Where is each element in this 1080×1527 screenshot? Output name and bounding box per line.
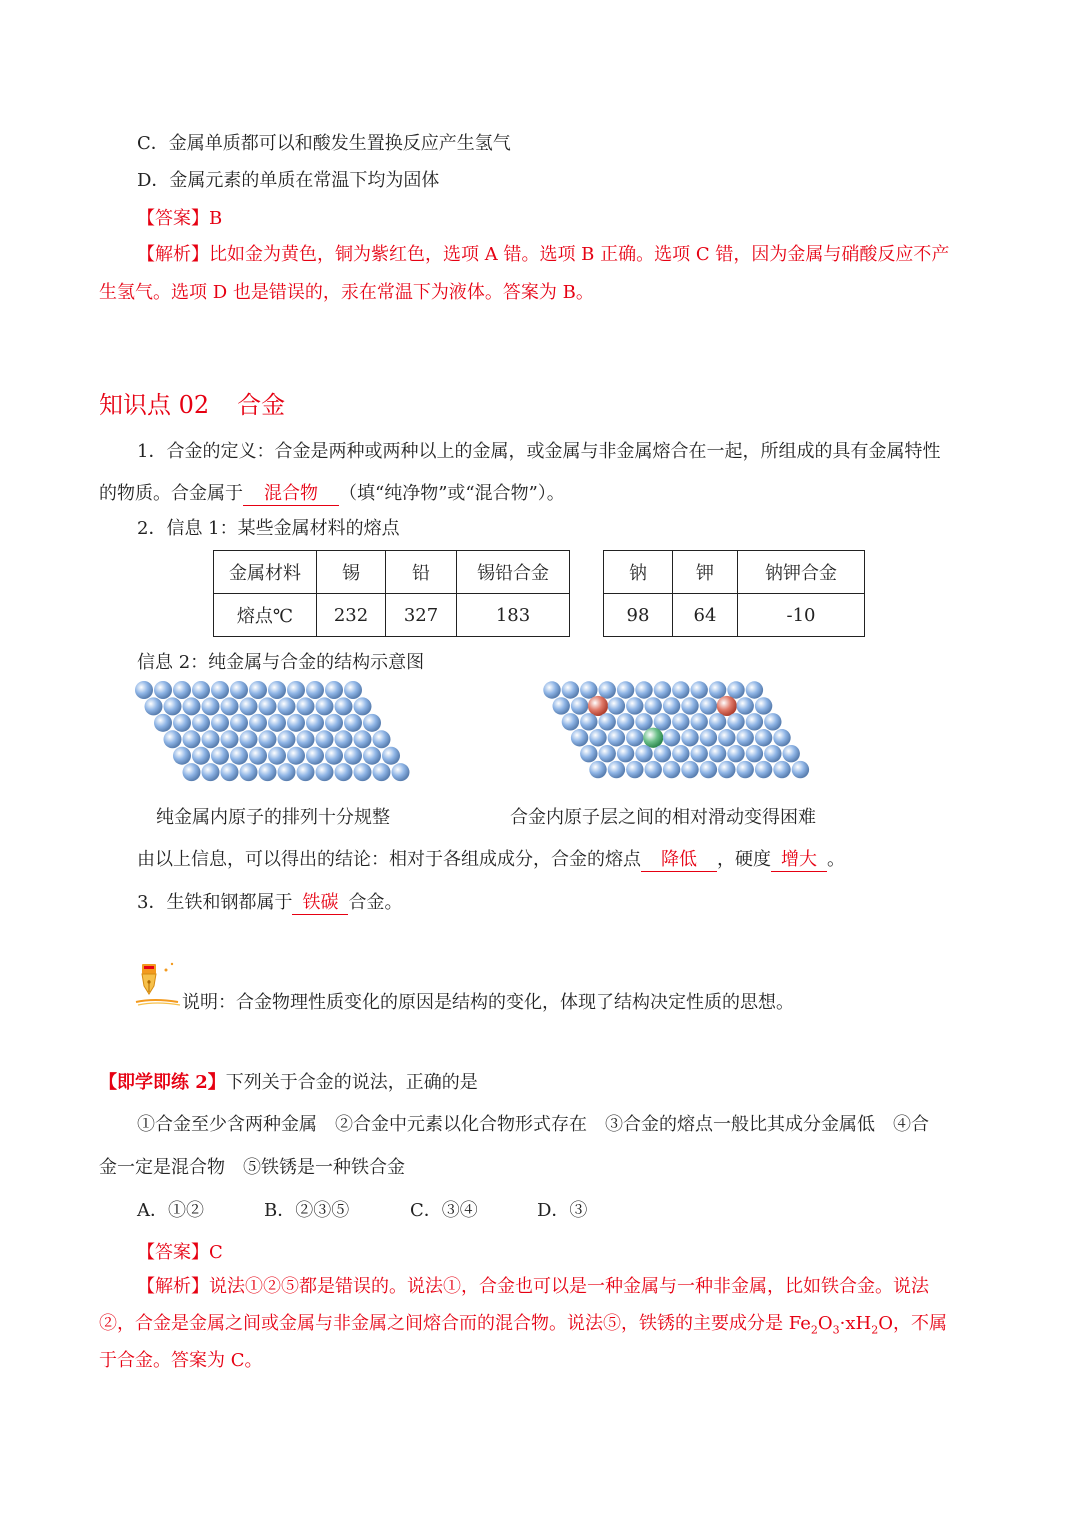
caption-pure-metal: 纯金属内原子的排列十分规整 xyxy=(156,807,390,828)
metal-atom xyxy=(249,747,267,765)
metal-atom xyxy=(746,681,763,698)
conclusion-end: 。 xyxy=(827,849,845,870)
metal-atom xyxy=(783,745,800,762)
metal-atom xyxy=(746,745,763,762)
analysis-text: 说法①②⑤都是错误的。说法①，合金也可以是一种金属与一种非金属，比如铁合金。说法 xyxy=(209,1276,929,1297)
table-cell: 64 xyxy=(673,594,738,637)
metal-atom xyxy=(663,697,680,714)
table-header-cell: 金属材料 xyxy=(214,551,317,594)
metal-atom xyxy=(221,697,239,715)
metal-atom xyxy=(230,747,248,765)
metal-atom xyxy=(325,714,343,732)
metal-atom xyxy=(154,714,172,732)
metal-atom xyxy=(335,763,353,781)
metal-atom xyxy=(202,697,220,715)
metal-atom xyxy=(259,763,277,781)
formula-part: ·xH xyxy=(839,1313,872,1334)
metal-atom xyxy=(755,697,772,714)
metal-atom xyxy=(382,747,400,765)
metal-atom xyxy=(691,681,708,698)
exercise2-analysis-line2 xyxy=(99,1309,947,1337)
metal-atom xyxy=(268,681,286,699)
metal-atom xyxy=(278,697,296,715)
metal-atom xyxy=(764,713,781,730)
metal-atom xyxy=(306,681,324,699)
option-c: C．金属单质都可以和酸发生置换反应产生氢气 xyxy=(137,133,511,154)
metal-atom xyxy=(709,681,726,698)
table-cell: 327 xyxy=(386,594,457,637)
metal-atom xyxy=(608,761,625,778)
metal-atom xyxy=(709,745,726,762)
metal-atom xyxy=(202,763,220,781)
metal-atom xyxy=(654,745,671,762)
metal-atom xyxy=(562,713,579,730)
metal-atom xyxy=(363,747,381,765)
metal-atom xyxy=(617,713,634,730)
metal-atom xyxy=(700,697,717,714)
metal-atom xyxy=(727,713,744,730)
metal-atom xyxy=(373,763,391,781)
metal-atom xyxy=(287,714,305,732)
pen-nib-icon xyxy=(134,960,184,1008)
analysis-text: ②，合金是金属之间或金属与非金属之间熔合而的混合物。说法⑤，铁锈的主要成分是 Fe xyxy=(99,1313,811,1334)
analysis-tag: 【解析】 xyxy=(137,1276,209,1297)
pure-metal-structure-diagram xyxy=(130,678,430,793)
metal-atom xyxy=(672,713,689,730)
table-cell: -10 xyxy=(738,594,865,637)
metal-atom xyxy=(259,730,277,748)
item1-line1: 1．合金的定义：合金是两种或两种以上的金属，或金属与非金属熔合在一起，所组成的具有金属特性 xyxy=(137,441,941,462)
metal-atom xyxy=(316,697,334,715)
metal-atom xyxy=(608,729,625,746)
section-heading xyxy=(99,385,285,420)
metal-atom xyxy=(792,761,809,778)
metal-atom xyxy=(773,729,790,746)
metal-atom xyxy=(599,713,616,730)
metal-atom xyxy=(211,747,229,765)
metal-atom xyxy=(571,729,588,746)
metal-atom xyxy=(306,714,324,732)
metal-atom xyxy=(635,681,652,698)
exercise2-statements-line2: 金一定是混合物 ⑤铁锈是一种铁合金 xyxy=(99,1157,405,1178)
metal-atom xyxy=(259,697,277,715)
answer-tag: 【答案】 xyxy=(137,1242,209,1263)
metal-atom xyxy=(764,745,781,762)
metal-atom xyxy=(249,714,267,732)
info2-label: 信息 2：纯金属与合金的结构示意图 xyxy=(137,652,425,673)
metal-atom xyxy=(297,730,315,748)
metal-atom xyxy=(211,714,229,732)
metal-atom xyxy=(221,730,239,748)
metal-atom xyxy=(727,681,744,698)
item3-text: 3．生铁和钢都属于 xyxy=(137,892,293,913)
exercise2-question xyxy=(99,1068,478,1094)
metal-atom xyxy=(249,681,267,699)
table-cell: 98 xyxy=(604,594,673,637)
section-title: 知识点 02 xyxy=(99,391,210,419)
metal-atom xyxy=(316,763,334,781)
metal-atom xyxy=(202,730,220,748)
metal-atom xyxy=(681,761,698,778)
metal-atom xyxy=(543,681,560,698)
metal-atom xyxy=(278,763,296,781)
metal-atom xyxy=(164,697,182,715)
metal-atom xyxy=(562,681,579,698)
table-header-cell: 钠 xyxy=(604,551,673,594)
metal-atom xyxy=(268,747,286,765)
item1-text: 的物质。合金属于 xyxy=(99,483,243,504)
alloy-atom xyxy=(717,696,737,716)
exercise2-tag: 【即学即练 2】 xyxy=(99,1072,226,1093)
table-header-row xyxy=(214,551,865,594)
item3 xyxy=(137,888,402,915)
table-row xyxy=(214,594,865,637)
metal-atom xyxy=(192,714,210,732)
conclusion xyxy=(137,845,845,872)
metal-atom xyxy=(268,714,286,732)
table-header-cell: 钾 xyxy=(673,551,738,594)
metal-atom xyxy=(278,730,296,748)
formula-subscript: 2 xyxy=(871,1323,879,1337)
exercise2-statements-line1: ①合金至少含两种金属 ②合金中元素以化合物形式存在 ③合金的熔点一般比其成分金属低 ④合 xyxy=(137,1114,929,1135)
metal-atom xyxy=(580,681,597,698)
metal-atom xyxy=(173,747,191,765)
item3-end: 合金。 xyxy=(348,892,403,913)
exercise2-option-a: A．①② xyxy=(137,1200,204,1221)
metal-atom xyxy=(135,681,153,699)
metal-atom xyxy=(344,747,362,765)
table-cell: 232 xyxy=(317,594,386,637)
table-row-label: 熔点℃ xyxy=(214,594,317,637)
metal-atom xyxy=(654,681,671,698)
q1-answer xyxy=(137,204,222,230)
answer-value: B xyxy=(209,208,223,229)
exercise2-answer xyxy=(137,1238,223,1264)
metal-atom xyxy=(571,697,588,714)
metal-atom xyxy=(164,730,182,748)
q1-analysis-line2: 生氢气。选项 D 也是错误的，汞在常温下为液体。答案为 B。 xyxy=(99,282,594,303)
blank-iron-carbon: 铁碳 xyxy=(292,892,348,915)
metal-atom xyxy=(709,713,726,730)
analysis-tag: 【解析】 xyxy=(137,244,209,265)
metal-atom xyxy=(344,681,362,699)
table-header-cell: 锡 xyxy=(317,551,386,594)
blank-hardness: 增大 xyxy=(771,849,827,872)
metal-atom xyxy=(154,681,172,699)
exercise2-analysis-line3: 于合金。答案为 C。 xyxy=(99,1350,263,1371)
metal-atom xyxy=(645,761,662,778)
metal-atom xyxy=(553,697,570,714)
table-gap xyxy=(570,551,604,594)
conclusion-mid: ，硬度 xyxy=(717,849,771,870)
metal-atom xyxy=(354,697,372,715)
metal-atom xyxy=(297,697,315,715)
metal-atom xyxy=(599,745,616,762)
metal-atom xyxy=(306,747,324,765)
formula-part: O，不属 xyxy=(878,1313,947,1334)
formula-subscript: 2 xyxy=(810,1323,818,1337)
metal-atom xyxy=(718,729,735,746)
metal-atom xyxy=(354,763,372,781)
alloy-atom xyxy=(643,728,663,748)
metal-atom xyxy=(608,697,625,714)
metal-atom xyxy=(580,713,597,730)
metal-atom xyxy=(681,697,698,714)
answer-value: C xyxy=(209,1242,223,1263)
metal-atom xyxy=(672,745,689,762)
table-gap xyxy=(570,594,604,637)
metal-atom xyxy=(645,697,662,714)
info1-label: 2．信息 1：某些金属材料的熔点 xyxy=(137,518,400,539)
metal-atom xyxy=(626,729,643,746)
metal-atom xyxy=(681,729,698,746)
metal-atom xyxy=(755,761,772,778)
metal-atom xyxy=(727,745,744,762)
metal-atom xyxy=(663,729,680,746)
metal-atom xyxy=(316,730,334,748)
metal-atom xyxy=(737,697,754,714)
metal-atom xyxy=(287,747,305,765)
alloy-structure-diagram xyxy=(538,678,828,793)
metal-atom xyxy=(230,714,248,732)
metal-atom xyxy=(755,729,772,746)
blank-melting-point: 降低 xyxy=(641,849,717,872)
metal-atom xyxy=(354,730,372,748)
table-cell: 183 xyxy=(457,594,570,637)
metal-atom xyxy=(192,747,210,765)
metal-atom xyxy=(635,745,652,762)
metal-atom xyxy=(230,681,248,699)
metal-atom xyxy=(589,761,606,778)
metal-atom xyxy=(325,747,343,765)
exercise2-analysis-line1 xyxy=(137,1272,929,1298)
metal-atom xyxy=(240,763,258,781)
exercise2-option-d: D．③ xyxy=(537,1200,588,1221)
formula-part: O xyxy=(817,1313,833,1334)
metal-atom xyxy=(663,761,680,778)
metal-atom xyxy=(580,745,597,762)
blank-mixture: 混合物 xyxy=(243,483,339,506)
exercise2-option-c: C．③④ xyxy=(410,1200,478,1221)
table-header-cell: 钠钾合金 xyxy=(738,551,865,594)
metal-atom xyxy=(617,745,634,762)
answer-tag: 【答案】 xyxy=(137,208,209,229)
metal-atom xyxy=(718,761,735,778)
q1-analysis-line1 xyxy=(137,240,949,266)
section-subtitle: 合金 xyxy=(237,391,286,419)
metal-atom xyxy=(221,763,239,781)
note-text: 说明：合金物理性质变化的原因是结构的变化，体现了结构决定性质的思想。 xyxy=(182,992,794,1013)
metal-atom xyxy=(325,681,343,699)
metal-atom xyxy=(211,681,229,699)
metal-atom xyxy=(192,681,210,699)
metal-atom xyxy=(145,697,163,715)
exercise2-text: 下列关于合金的说法，正确的是 xyxy=(225,1072,478,1093)
melting-point-table xyxy=(213,550,865,637)
conclusion-text: 由以上信息，可以得出的结论：相对于各组成成分，合金的熔点 xyxy=(137,849,641,870)
metal-atom xyxy=(599,681,616,698)
item1-hint: （填“纯净物”或“混合物”）。 xyxy=(339,483,565,504)
metal-atom xyxy=(335,730,353,748)
metal-atom xyxy=(297,763,315,781)
metal-atom xyxy=(626,761,643,778)
metal-atom xyxy=(635,713,652,730)
metal-atom xyxy=(617,681,634,698)
metal-atom xyxy=(240,697,258,715)
metal-atom xyxy=(691,745,708,762)
metal-atom xyxy=(746,713,763,730)
metal-atom xyxy=(373,730,391,748)
metal-atom xyxy=(240,730,258,748)
metal-atom xyxy=(654,713,671,730)
metal-atom xyxy=(700,729,717,746)
metal-atom xyxy=(183,697,201,715)
metal-atom xyxy=(589,729,606,746)
metal-atom xyxy=(344,714,362,732)
metal-atom xyxy=(363,714,381,732)
table-header-cell: 锡铅合金 xyxy=(457,551,570,594)
metal-atom xyxy=(173,714,191,732)
metal-atom xyxy=(691,713,708,730)
caption-alloy: 合金内原子层之间的相对滑动变得困难 xyxy=(510,807,816,828)
exercise2-option-b: B．②③⑤ xyxy=(264,1200,350,1221)
metal-atom xyxy=(392,763,410,781)
metal-atom xyxy=(183,730,201,748)
metal-atom xyxy=(335,697,353,715)
metal-atom xyxy=(737,761,754,778)
metal-atom xyxy=(626,697,643,714)
metal-atom xyxy=(287,681,305,699)
alloy-atom xyxy=(588,696,608,716)
item1-line2 xyxy=(99,479,565,506)
metal-atom xyxy=(173,681,191,699)
metal-atom xyxy=(773,761,790,778)
metal-atom xyxy=(183,763,201,781)
table-header-cell: 铅 xyxy=(386,551,457,594)
analysis-text: 比如金为黄色，铜为紫红色，选项 A 错。选项 B 正确。选项 C 错，因为金属与硝酸反应不产 xyxy=(209,244,950,265)
metal-atom xyxy=(737,729,754,746)
metal-atom xyxy=(672,681,689,698)
option-d: D．金属元素的单质在常温下均为固体 xyxy=(137,170,440,191)
formula-subscript: 3 xyxy=(832,1323,840,1337)
metal-atom xyxy=(700,761,717,778)
